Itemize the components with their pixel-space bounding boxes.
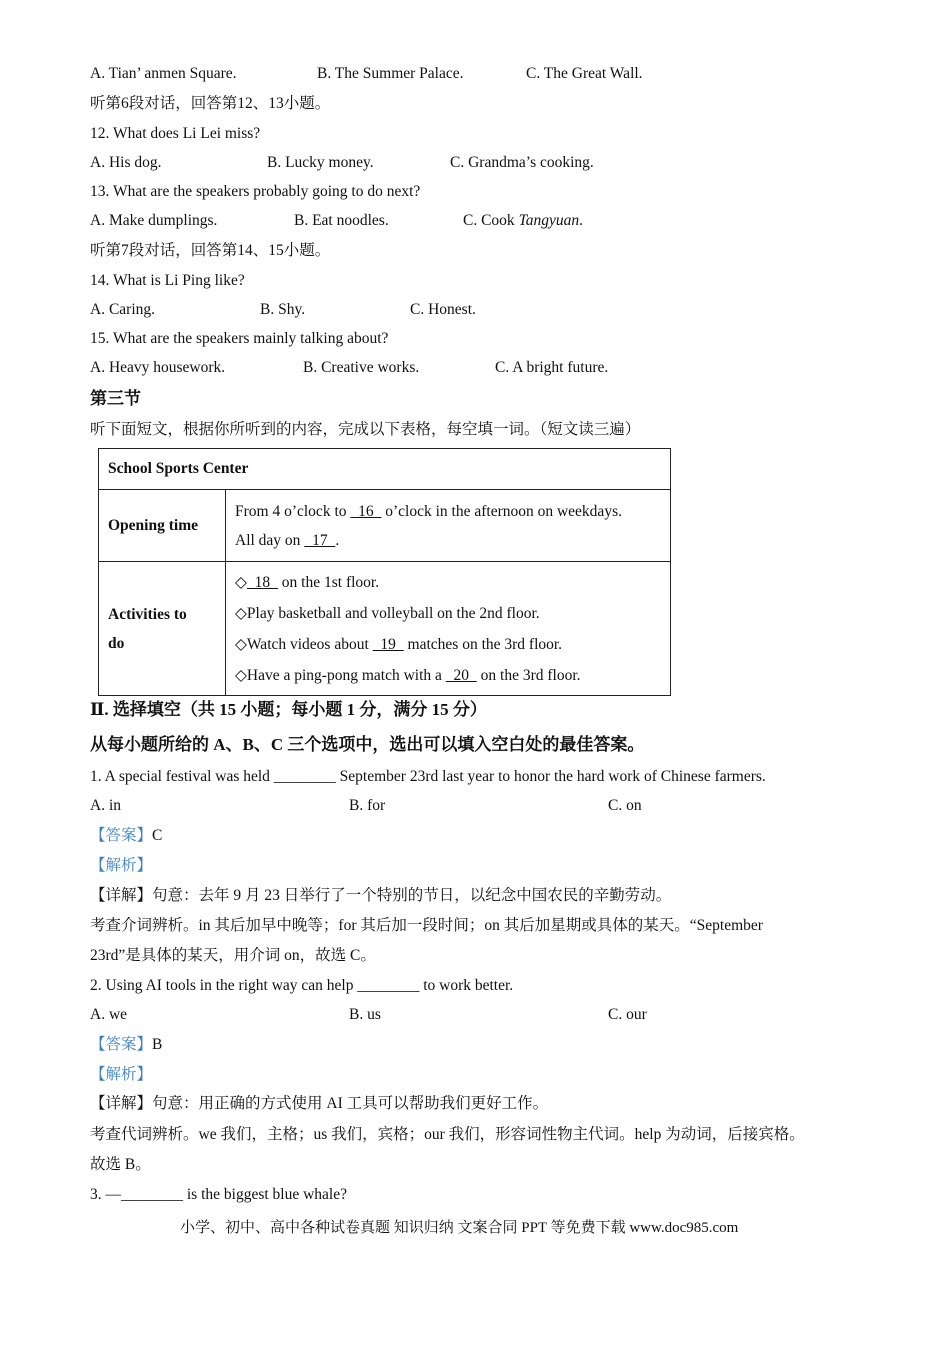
q11-option-c: C. The Great Wall. [526, 65, 643, 82]
q15-option-a: A. Heavy housework. [90, 359, 226, 376]
blank-17: 17 [304, 531, 336, 549]
mc1-answer: 【答案】C [90, 827, 163, 844]
mc1-explain-line2: 23rd”是具体的某天，用介词 on，故选 C。 [90, 947, 376, 964]
sports-center-table [98, 448, 671, 696]
section3-instruction: 听下面短文，根据你所听到的内容，完成以下表格，每空填一词。（短文读三遍） [90, 421, 641, 438]
mc1-question: 1. A special festival was held ________ September 23rd last year to honor the hard work of Chinese farmers. [90, 768, 766, 785]
q12-question: 12. What does Li Lei miss? [90, 125, 261, 142]
q11-option-a: A. Tian’ anmen Square. [90, 65, 237, 82]
q15-option-b: B. Creative works. [303, 359, 420, 376]
q14-option-a: A. Caring. [90, 301, 156, 318]
blank-19: 19 [372, 635, 404, 653]
blank-20: 20 [445, 666, 477, 684]
q14-option-c: C. Honest. [410, 301, 476, 318]
part2-title: Ⅱ. 选择填空（共 15 小题；每小题 1 分，满分 15 分） [90, 700, 487, 719]
blank-18: 18 [246, 573, 278, 591]
mc3-question: 3. —________ is the biggest blue whale? [90, 1186, 347, 1203]
table-header: School Sports Center [99, 449, 671, 490]
dialog7-instruction: 听第7段对话，回答第14、15小题。 [90, 242, 331, 259]
q12-option-c: C. Grandma’s cooking. [450, 154, 594, 171]
q13-option-a: A. Make dumplings. [90, 212, 218, 229]
dialog6-instruction: 听第6段对话，回答第12、13小题。 [90, 95, 331, 112]
q12-option-a: A. His dog. [90, 154, 162, 171]
q12-option-b: B. Lucky money. [267, 154, 374, 171]
opening-time-cell: From 4 o’clock to 16 o’clock in the afternoon on weekdays. All day on 17 . [226, 490, 671, 562]
mc2-option-b: B. us [349, 1006, 381, 1023]
mc2-question: 2. Using AI tools in the right way can help ________ to work better. [90, 977, 514, 994]
section3-title: 第三节 [90, 389, 141, 408]
q15-option-c: C. A bright future. [495, 359, 609, 376]
q11-option-b: B. The Summer Palace. [317, 65, 464, 82]
mc2-option-a: A. we [90, 1006, 128, 1023]
mc2-answer: 【答案】B [90, 1036, 163, 1053]
mc2-analysis-label: 【解析】 [90, 1066, 153, 1083]
opening-time-label: Opening time [99, 490, 226, 562]
activities-cell: ◇ 18 on the 1st floor. ◇Play basketball and volleyball on the 2nd floor. ◇Watch videos about 19 matches on the 3rd floor. ◇Have a ping-pong match with a 20 on the 3rd floor. [226, 562, 671, 696]
mc2-option-c: C. our [608, 1006, 647, 1023]
q13-option-c: C. Cook Tangyuan. [463, 212, 584, 229]
part2-instruction: 从每小题所给的 A、B、C 三个选项中，选出可以填入空白处的最佳答案。 [90, 735, 645, 754]
mc2-explain-line2: 故选 B。 [90, 1156, 151, 1173]
mc1-option-a: A. in [90, 797, 121, 814]
q14-option-b: B. Shy. [260, 301, 306, 318]
q15-question: 15. What are the speakers mainly talking about? [90, 330, 389, 347]
mc1-detail: 【详解】句意：去年 9 月 23 日举行了一个特别的节日，以纪念中国农民的辛勤劳动。 [90, 887, 672, 904]
mc2-explain-line1: 考查代词辨析。we 我们，主格；us 我们，宾格；our 我们，形容词性物主代词。help 为动词，后接宾格。 [90, 1126, 805, 1143]
q13-question: 13. What are the speakers probably going to do next? [90, 183, 421, 200]
q14-question: 14. What is Li Ping like? [90, 272, 245, 289]
q13-option-b: B. Eat noodles. [294, 212, 389, 229]
mc1-explain-line1: 考查介词辨析。in 其后加早中晚等；for 其后加一段时间；on 其后加星期或具体的某天。“September [90, 917, 763, 934]
activities-label: Activities to do [99, 562, 226, 696]
mc1-option-b: B. for [349, 797, 386, 814]
blank-16: 16 [350, 502, 382, 520]
page-footer: 小学、初中、高中各种试卷真题 知识归纳 文案合同 PPT 等免费下载 www.doc985.com [180, 1220, 739, 1236]
mc2-detail: 【详解】句意：用正确的方式使用 AI 工具可以帮助我们更好工作。 [90, 1095, 549, 1112]
mc1-analysis-label: 【解析】 [90, 857, 153, 874]
mc1-option-c: C. on [608, 797, 642, 814]
